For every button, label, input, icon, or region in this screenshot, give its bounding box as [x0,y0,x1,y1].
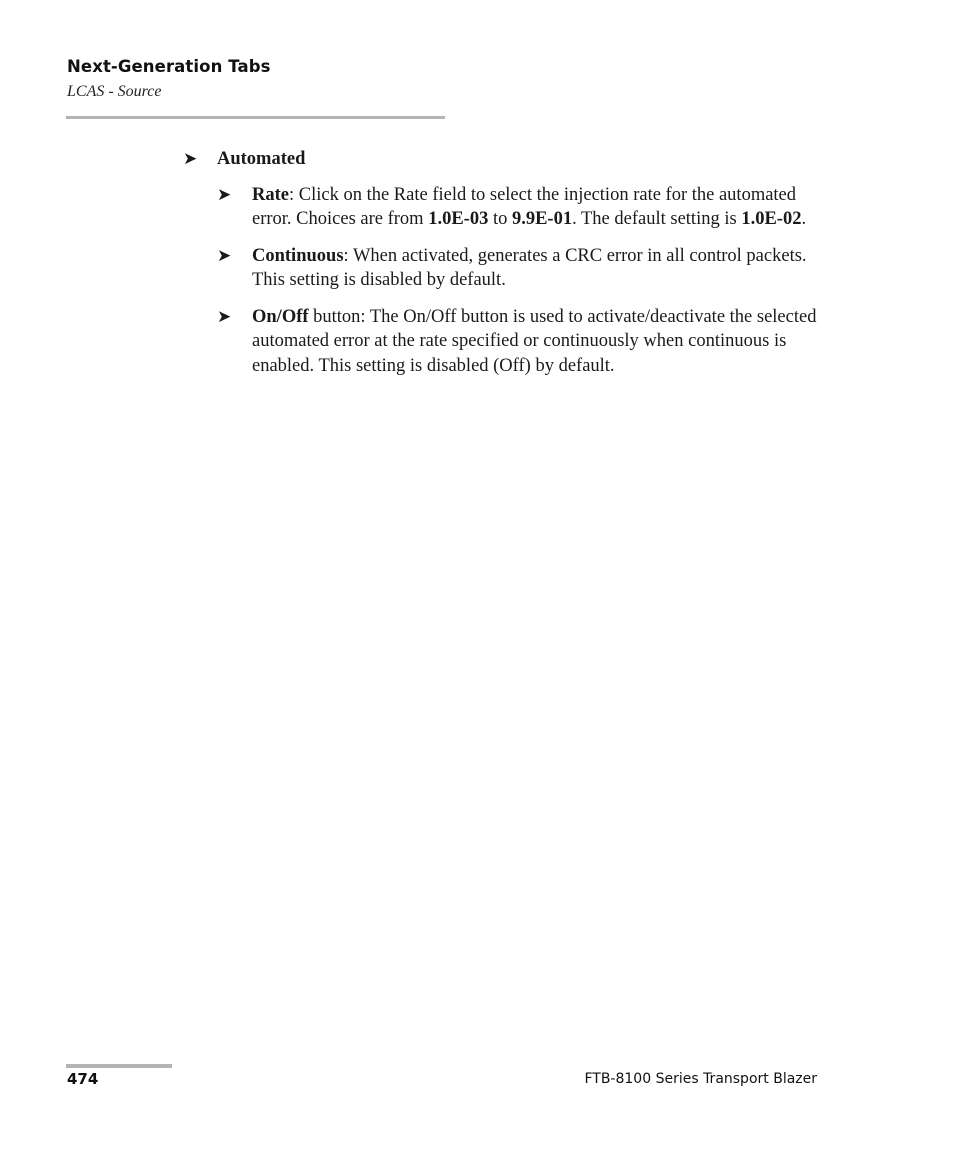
content-body [183,147,833,390]
continuous-label: Continuous [252,245,344,266]
arrow-bullet-icon: ➤ [217,245,232,265]
list-item-onoff [217,305,833,379]
arrow-bullet-icon: ➤ [183,149,198,168]
arrow-bullet-icon: ➤ [217,184,232,204]
rate-default: 1.0E-02 [741,209,802,229]
list-item-rate [217,183,833,232]
footer-doc-title: FTB-8100 Series Transport Blazer [584,1071,817,1087]
list-item-continuous [217,244,833,293]
rate-text: . The default setting is [572,209,742,229]
rate-label: Rate [252,184,289,205]
header-rule [66,116,445,119]
rate-text: : Click on the Rate field to select the injection rate for the automated error. Choices are from [252,184,797,229]
continuous-text: : When activated, generates a CRC error in all control packets. This setting is disabled by default. [252,245,807,290]
rate-min: 1.0E-03 [428,209,489,229]
rate-max: 9.9E-01 [511,209,573,229]
rate-text: . [801,209,807,229]
onoff-text: button: The On/Off button is used to activate/deactivate the selected automated error at the rate specified or continuously when continuous is enabled. This setting is disabled (Off) by default. [252,306,817,376]
footer-rule [66,1064,172,1068]
list-item-automated [183,147,833,378]
section-title: Next-Generation Tabs [67,57,271,76]
subsection-title: LCAS - Source [67,83,162,100]
page-header [67,57,271,101]
sub-list [217,183,833,379]
onoff-label: On/Off [252,306,309,327]
page-number: 474 [67,1070,99,1088]
rate-text: to [488,209,512,229]
automated-label: Automated [217,149,306,169]
arrow-bullet-icon: ➤ [217,306,232,326]
